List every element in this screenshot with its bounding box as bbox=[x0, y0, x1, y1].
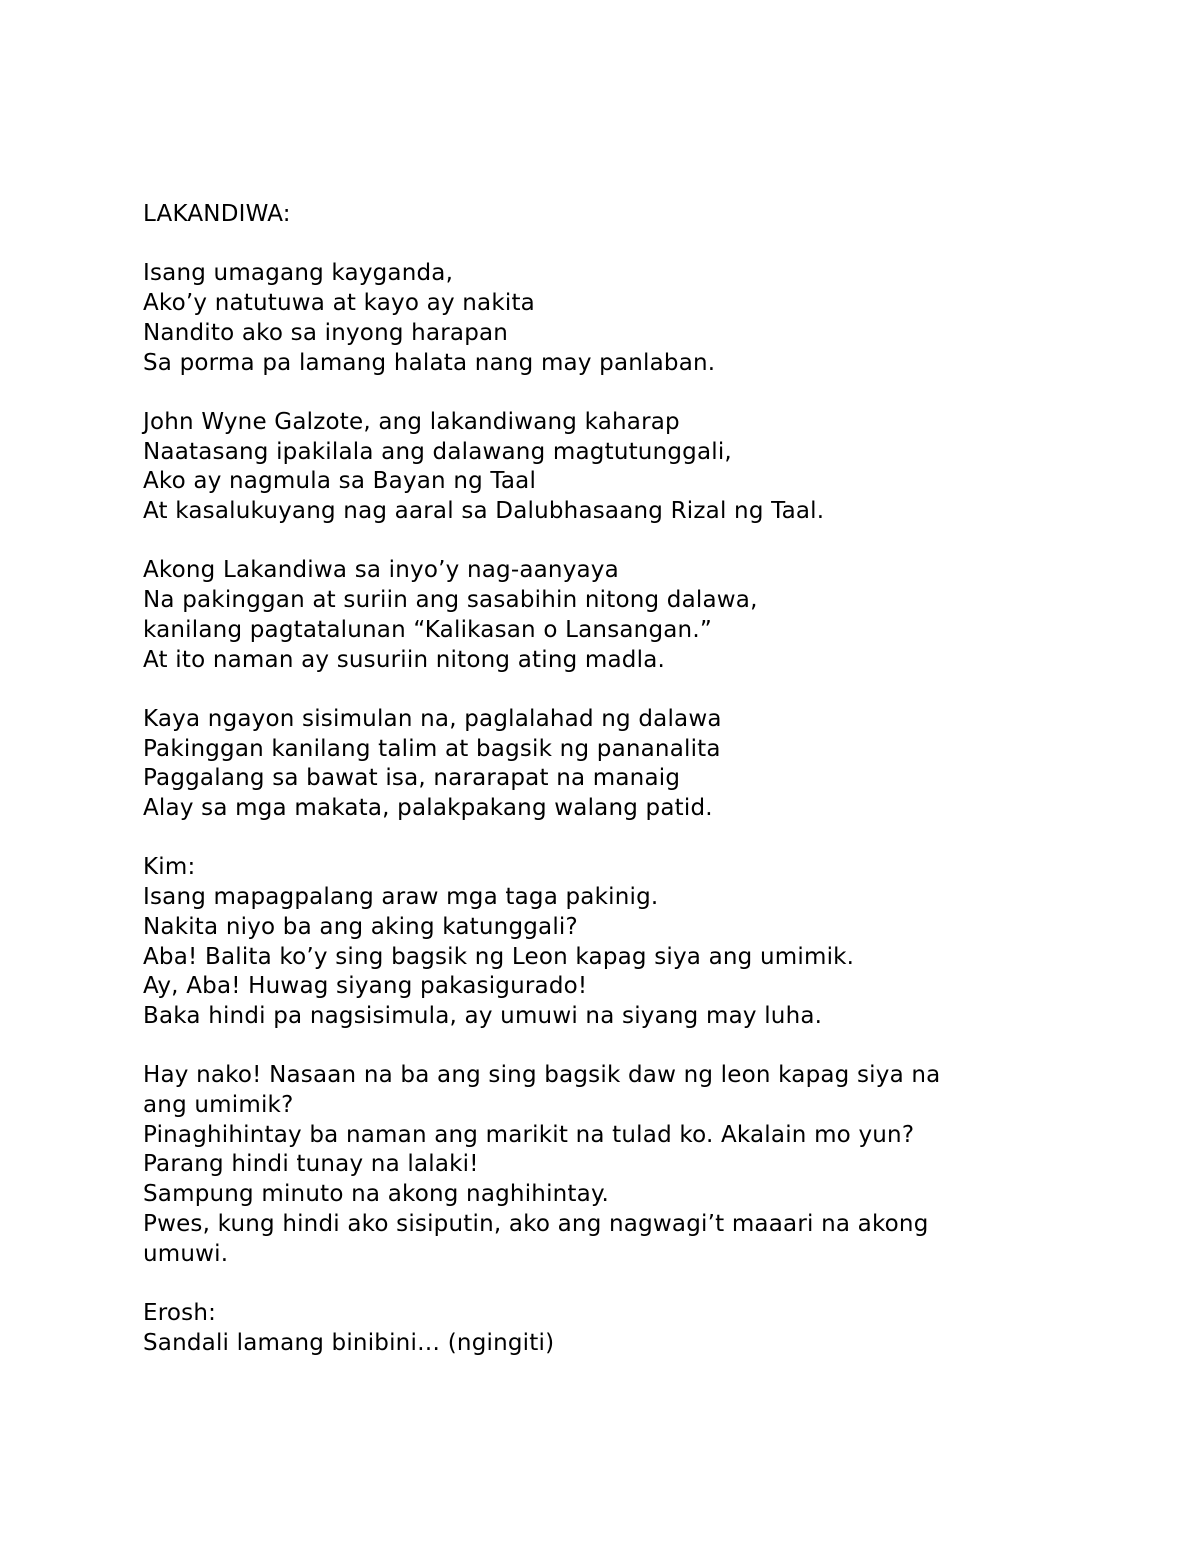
verse-line: At ito naman ay susuriin nitong ating madla. bbox=[143, 646, 665, 673]
blank-line bbox=[143, 824, 1043, 854]
blank-line bbox=[143, 1269, 1043, 1299]
speaker-heading-lakandiwa: LAKANDIWA: bbox=[143, 201, 291, 227]
stanza-3 bbox=[143, 556, 1043, 675]
verse-line: Sampung minuto na akong naghihintay. bbox=[143, 1181, 609, 1208]
speaker-heading-kim: Kim: bbox=[143, 854, 196, 881]
verse-line: Na pakinggan at suriin ang sasabihin nitong dalawa, bbox=[143, 587, 758, 614]
verse-line: Akong Lakandiwa sa inyo’y nag-aanyaya bbox=[143, 557, 619, 584]
document-body bbox=[143, 200, 1043, 1358]
verse-line: Isang mapagpalang araw mga taga pakinig. bbox=[143, 884, 659, 911]
verse-line: umuwi. bbox=[143, 1240, 229, 1267]
verse-line: Aba! Balita ko’y sing bagsik ng Leon kapag siya ang umimik. bbox=[143, 943, 855, 970]
verse-line: Pinaghihintay ba naman ang marikit na tulad ko. Akalain mo yun? bbox=[143, 1121, 915, 1148]
verse-line: Sandali lamang binibini… (ngingiti) bbox=[143, 1329, 555, 1356]
verse-line: Parang hindi tunay na lalaki! bbox=[143, 1151, 479, 1178]
verse-line: Ako’y natutuwa at kayo ay nakita bbox=[143, 290, 535, 317]
verse-line: John Wyne Galzote, ang lakandiwang kaharap bbox=[143, 408, 680, 435]
stanza-4 bbox=[143, 705, 1043, 824]
verse-line: At kasalukuyang nag aaral sa Dalubhasaang Rizal ng Taal. bbox=[143, 498, 825, 524]
verse-line: Nakita niyo ba ang aking katunggali? bbox=[143, 913, 578, 940]
verse-line: kanilang pagtatalunan “Kalikasan o Lansangan.” bbox=[143, 616, 712, 643]
verse-line: Sa porma pa lamang halata nang may panlaban. bbox=[143, 349, 716, 376]
blank-line bbox=[143, 527, 1043, 557]
verse-line: Ay, Aba! Huwag siyang pakasigurado! bbox=[143, 973, 588, 1000]
verse-line: Paggalang sa bawat isa, nararapat na manaig bbox=[143, 765, 681, 792]
stanza-2 bbox=[143, 408, 1043, 527]
blank-line bbox=[143, 378, 1043, 408]
verse-line: Alay sa mga makata, palakpakang walang patid. bbox=[143, 795, 713, 821]
blank-line bbox=[143, 675, 1043, 705]
verse-line: Ako ay nagmula sa Bayan ng Taal bbox=[143, 468, 537, 495]
verse-line: ang umimik? bbox=[143, 1092, 294, 1118]
stanza-1 bbox=[143, 259, 1043, 378]
speaker-heading-erosh: Erosh: bbox=[143, 1299, 217, 1326]
verse-line: Pwes, kung hindi ako sisiputin, ako ang nagwagi’t maaari na akong bbox=[143, 1210, 929, 1237]
stanza-6 bbox=[143, 1061, 1043, 1269]
stanza-5 bbox=[143, 883, 1043, 1032]
blank-line bbox=[143, 230, 1043, 260]
verse-line: Isang umagang kayganda, bbox=[143, 260, 454, 287]
verse-line: Hay nako! Nasaan na ba ang sing bagsik daw ng leon kapag siya na bbox=[143, 1062, 941, 1089]
verse-line: Naatasang ipakilala ang dalawang magtutunggali, bbox=[143, 438, 732, 465]
verse-line: Baka hindi pa nagsisimula, ay umuwi na siyang may luha. bbox=[143, 1002, 823, 1029]
verse-line: Kaya ngayon sisimulan na, paglalahad ng dalawa bbox=[143, 705, 722, 732]
verse-line: Pakinggan kanilang talim at bagsik ng pananalita bbox=[143, 735, 721, 762]
blank-line bbox=[143, 1032, 1043, 1062]
verse-line: Nandito ako sa inyong harapan bbox=[143, 319, 509, 346]
stanza-7 bbox=[143, 1329, 1043, 1359]
